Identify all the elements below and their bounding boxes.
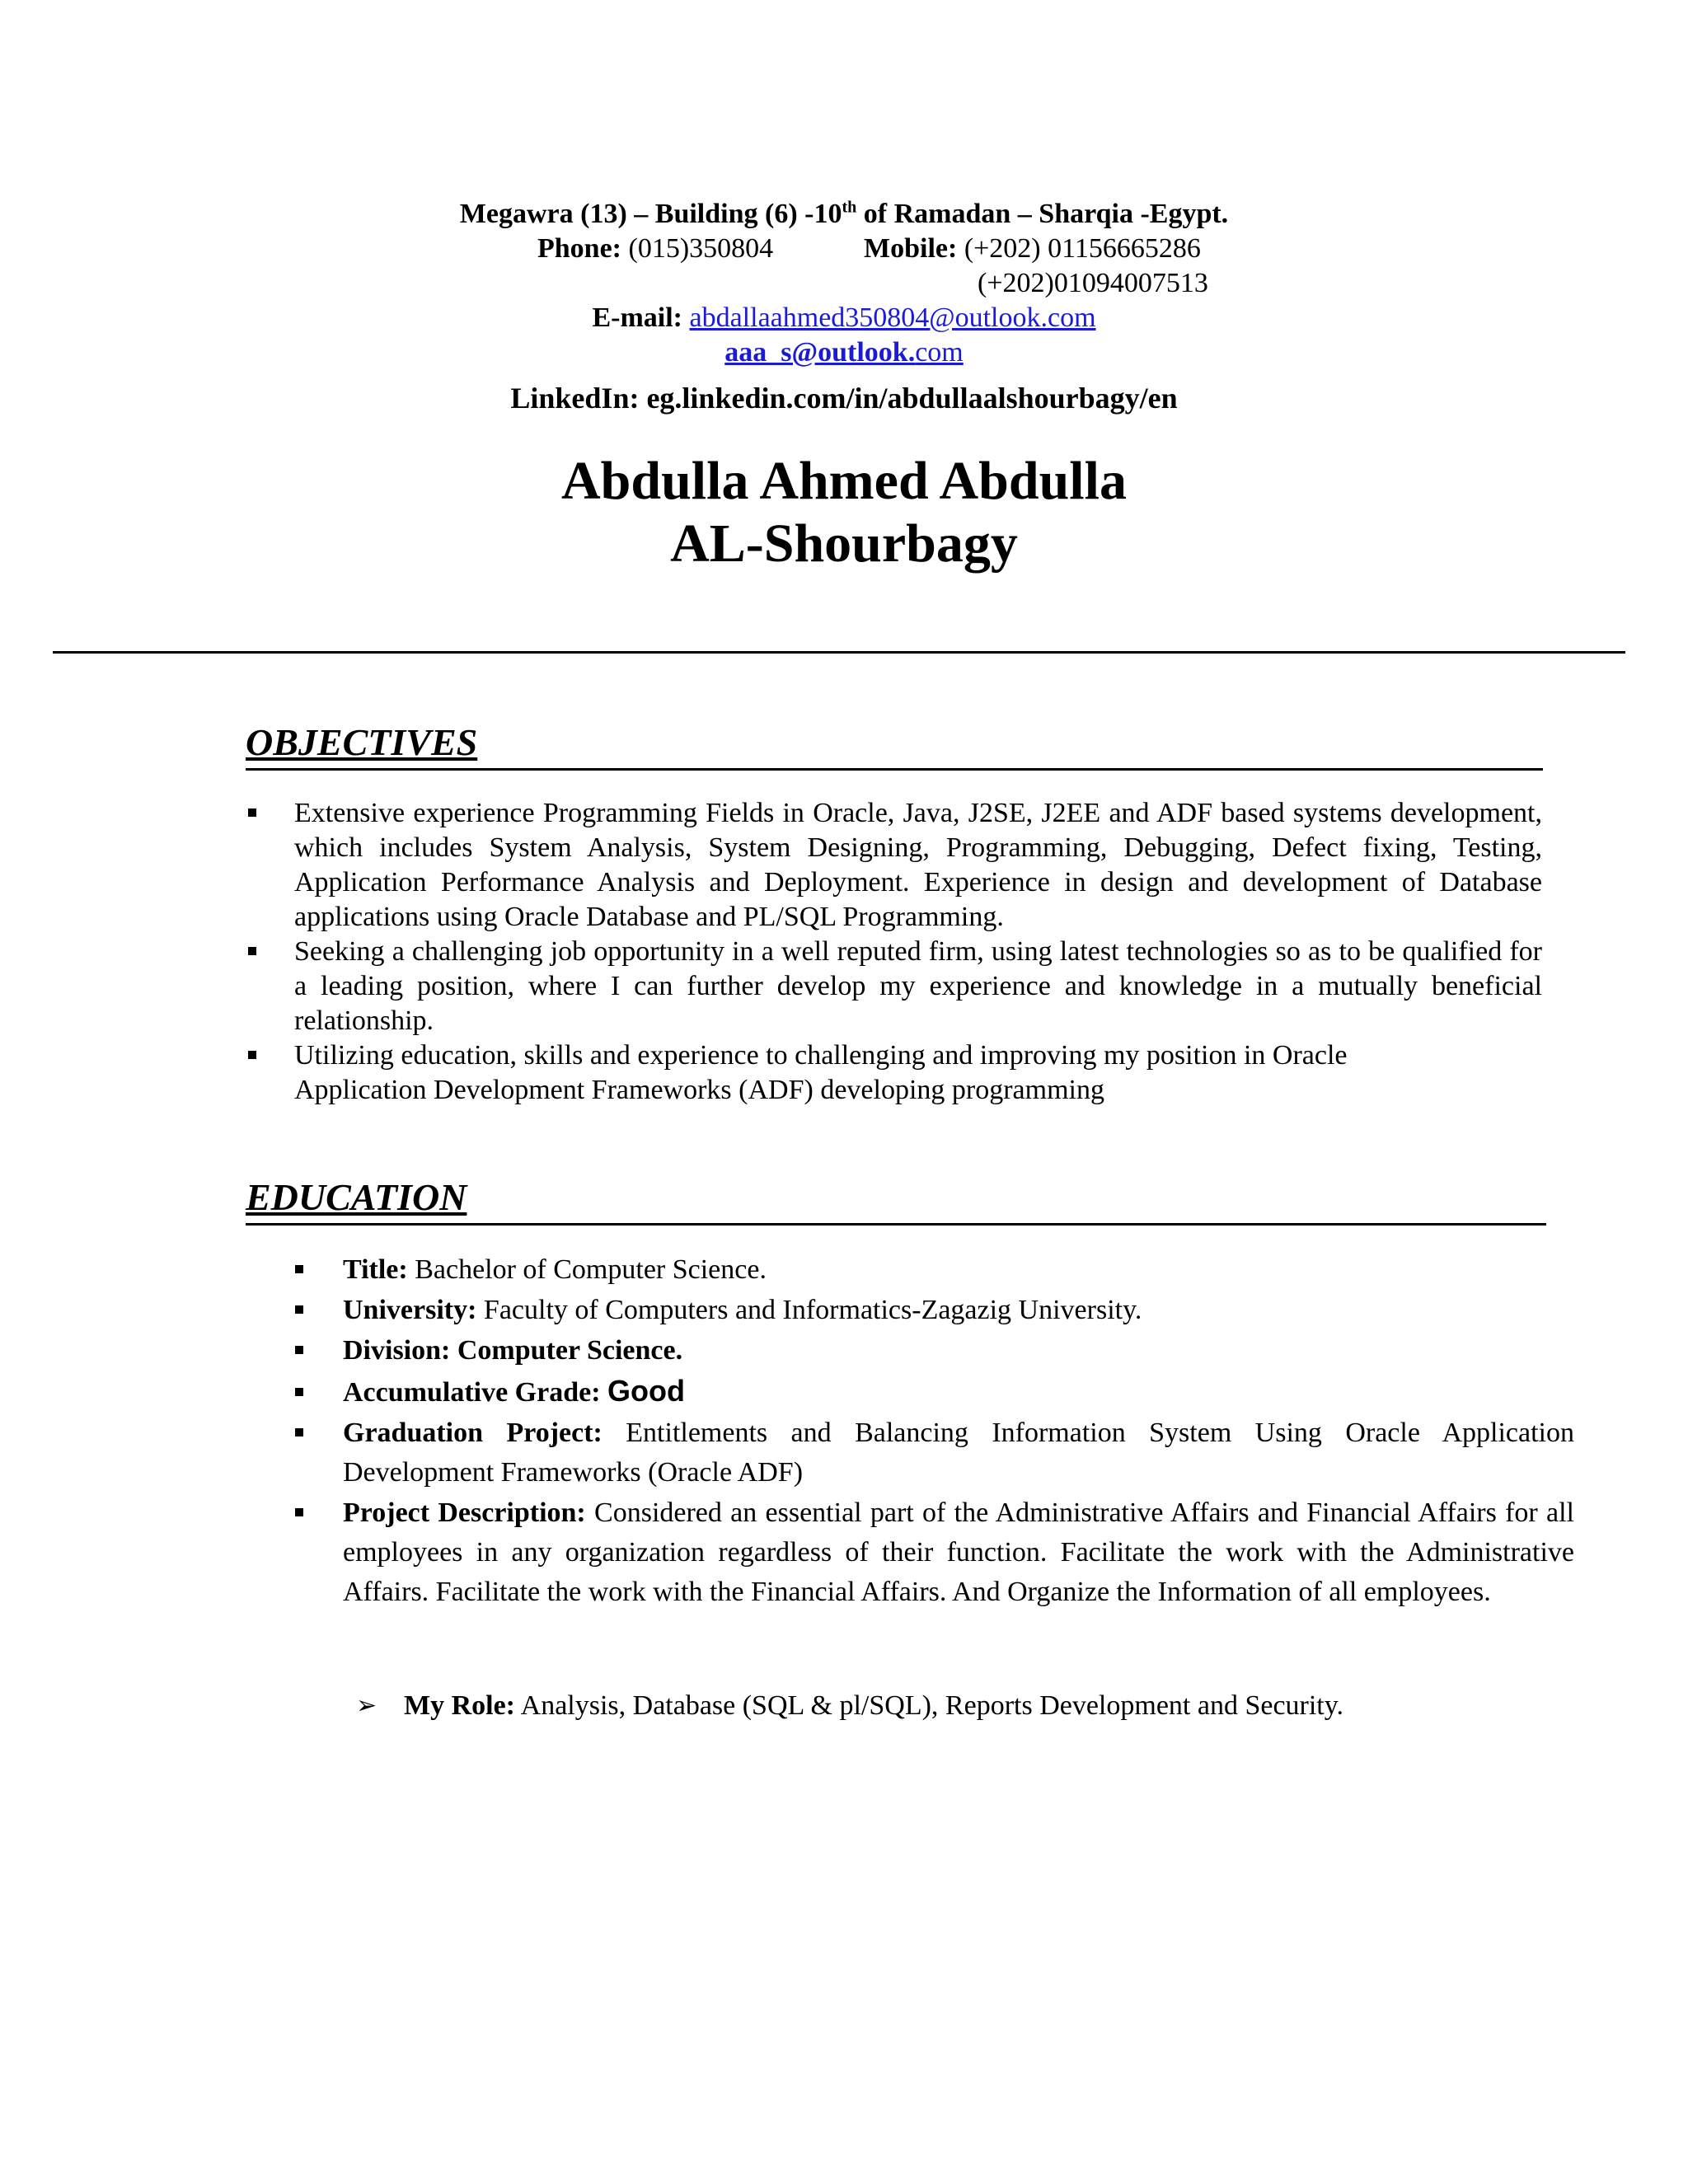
objective-item-3-cont: Application Development Frameworks (ADF) developing programming bbox=[294, 1075, 1104, 1105]
bullet-icon bbox=[295, 1305, 303, 1314]
edu-grade-label: Accumulative Grade: bbox=[343, 1377, 608, 1408]
edu-project-value: Entitlements and Balancing Information System Using Oracle Application Development Frameworks (Oracle ADF) bbox=[343, 1418, 1574, 1488]
mobile-label: Mobile: bbox=[864, 233, 958, 264]
edu-role-value: Analysis, Database (SQL & pl/SQL), Reports Development and Security. bbox=[515, 1690, 1344, 1721]
email-line bbox=[0, 302, 1688, 335]
email-link-2[interactable] bbox=[724, 337, 964, 368]
bullet-icon bbox=[248, 1051, 256, 1059]
edu-university bbox=[343, 1291, 1142, 1330]
email-label: E-mail: bbox=[592, 302, 682, 333]
edu-role-label: My Role: bbox=[404, 1690, 516, 1721]
edu-title-value: Bachelor of Computer Science. bbox=[407, 1254, 767, 1285]
arrow-bullet-icon: ➢ bbox=[356, 1691, 377, 1720]
edu-division: Division: Computer Science. bbox=[343, 1335, 683, 1366]
bullet-icon bbox=[295, 1265, 303, 1273]
edu-project-label: Graduation Project: bbox=[343, 1418, 603, 1448]
education-rule bbox=[246, 1223, 1546, 1226]
linkedin-line bbox=[0, 381, 1688, 415]
bullet-icon bbox=[295, 1346, 303, 1354]
bullet-icon bbox=[295, 1388, 303, 1396]
address-text-tail: of Ramadan – Sharqia -Egypt. bbox=[856, 199, 1229, 229]
edu-grade-value: Good bbox=[607, 1374, 686, 1408]
edu-title-label: Title: bbox=[343, 1254, 408, 1285]
phone-line bbox=[537, 232, 773, 265]
bullet-icon bbox=[295, 1428, 303, 1436]
candidate-name-line-1: Abdulla Ahmed Abdulla bbox=[561, 451, 1127, 511]
address-text: Megawra (13) – Building (6) -10 bbox=[459, 199, 842, 229]
objective-item-2: Seeking a challenging job opportunity in a well reputed firm, using latest technologies so as to be qualified for a leading position, where I can further develop my experience and knowledge in a mutually beneficial relationship. bbox=[294, 936, 1542, 1036]
bullet-icon bbox=[248, 808, 256, 817]
linkedin-url: eg.linkedin.com/in/abdullaalshourbagy/en bbox=[639, 382, 1178, 415]
bullet-icon bbox=[248, 947, 256, 955]
mobile-value-2: (+202)01094007513 bbox=[978, 268, 1208, 298]
address-sup: th bbox=[842, 198, 857, 217]
header-divider bbox=[53, 651, 1625, 654]
candidate-name-line-2: AL-Shourbagy bbox=[670, 513, 1018, 574]
edu-graduation-project bbox=[343, 1413, 1574, 1493]
email-2-bold: aaa_s@outlook. bbox=[724, 337, 916, 368]
edu-university-label: University: bbox=[343, 1295, 477, 1325]
mobile-value-1: (+202) 01156665286 bbox=[957, 233, 1201, 264]
objective-item-3: Utilizing education, skills and experience to challenging and improving my position in Oracle bbox=[294, 1040, 1348, 1071]
address-line bbox=[0, 198, 1688, 231]
objective-item-1: Extensive experience Programming Fields in Oracle, Java, J2SE, J2EE and ADF based systems development, which includes System Analysis, System Designing, Programming, Debugging, Defect fixing, Testing, Application Performance Analysis and Deployment. Experience in design and development of Database applications using Oracle Database and PL/SQL Programming. bbox=[294, 798, 1542, 932]
email-2-tail: com bbox=[915, 337, 964, 368]
edu-title bbox=[343, 1250, 767, 1290]
phone-label: Phone: bbox=[537, 233, 621, 264]
linkedin-label: LinkedIn: bbox=[510, 382, 640, 415]
edu-project-description bbox=[343, 1493, 1574, 1612]
edu-description-label: Project Description: bbox=[343, 1497, 586, 1528]
education-heading: EDUCATION bbox=[246, 1176, 467, 1218]
edu-university-value: Faculty of Computers and Informatics-Zagazig University. bbox=[476, 1295, 1142, 1325]
bullet-icon bbox=[295, 1508, 303, 1516]
edu-description-value: Considered an essential part of the Administrative Affairs and Financial Affairs for all employees in any organization regardless of their function. Facilitate the work with the Administrative Affairs. Facilitate the work with the Financial Affairs. And Organize the Information of all employees. bbox=[343, 1497, 1575, 1607]
phone-value: (015)350804 bbox=[621, 233, 774, 264]
email-line-2 bbox=[0, 336, 1688, 369]
objectives-rule bbox=[246, 768, 1543, 771]
mobile-line bbox=[864, 232, 1201, 265]
edu-my-role bbox=[404, 1686, 1343, 1726]
objectives-heading: OBJECTIVES bbox=[246, 721, 478, 763]
edu-grade bbox=[343, 1371, 685, 1413]
email-link-1[interactable]: abdallaahmed350804@outlook.com bbox=[689, 302, 1096, 333]
